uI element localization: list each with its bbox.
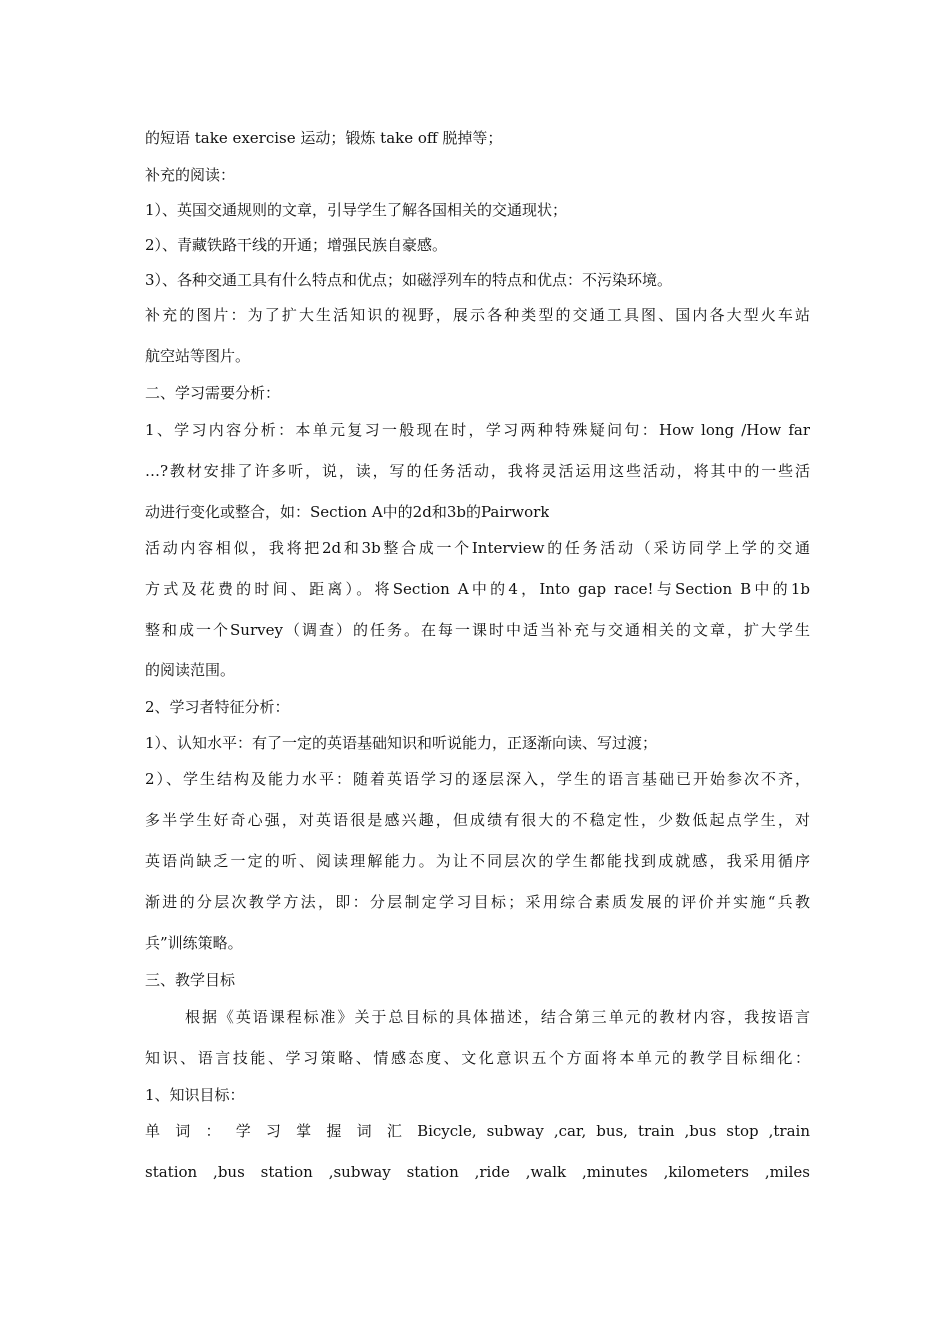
text-line: 单 词 ： 学 习 掌 握 词 汇 Bicycle, subway ,car, bus, train ,bus stop ,train <box>145 1122 810 1140</box>
text-line: 1）、英国交通规则的文章，引导学生了解各国相关的交通现状； <box>145 201 568 219</box>
section-heading: 1、知识目标： <box>145 1086 245 1104</box>
text-line: 多半学生好奇心强，对英语很是感兴趣，但成绩有很大的不稳定性，少数低起点学生，对 <box>145 811 810 829</box>
text-line: 3）、各种交通工具有什么特点和优点；如磁浮列车的特点和优点：不污染环境。 <box>145 271 673 289</box>
text-line: 补充的阅读： <box>145 166 236 184</box>
text-line: 1、学习内容分析：本单元复习一般现在时，学习两种特殊疑问句：How long /How far <box>145 421 810 439</box>
text-line: 整和成一个Survey（调查）的任务。在每一课时中适当补充与交通相关的文章，扩大学生 <box>145 621 810 639</box>
text-line: 根据《英语课程标准》关于总目标的具体描述，结合第三单元的教材内容，我按语言 <box>185 1008 810 1026</box>
text-line: 航空站等图片。 <box>145 347 251 365</box>
section-heading: 2、学习者特征分析： <box>145 698 290 716</box>
text-line: 渐进的分层次教学方法，即：分层制定学习目标；采用综合素质发展的评价并实施“兵教 <box>145 893 810 911</box>
text-line: 动进行变化或整合，如：Section A中的2d和3b的Pairwork <box>145 503 550 521</box>
text-line: 2）、学生结构及能力水平：随着英语学习的逐层深入，学生的语言基础已开始参次不齐， <box>145 770 810 788</box>
text-line: 兵”训练策略。 <box>145 934 243 952</box>
text-line: 活动内容相似，我将把2d和3b整合成一个Interview的任务活动（采访同学上学的交通 <box>145 539 810 557</box>
text-line: 的阅读范围。 <box>145 661 236 679</box>
text-line: 1）、认知水平：有了一定的英语基础知识和听说能力，正逐渐向读、写过渡； <box>145 734 658 752</box>
text-line: 英语尚缺乏一定的听、阅读理解能力。为让不同层次的学生都能找到成就感，我采用循序 <box>145 852 810 870</box>
text-line: 的短语 take exercise 运动；锻炼 take off 脱掉等； <box>145 129 503 147</box>
text-line: 知识、语言技能、学习策略、情感态度、文化意识五个方面将本单元的教学目标细化： <box>145 1049 810 1067</box>
text-line: 补充的图片：为了扩大生活知识的视野，展示各种类型的交通工具图、国内各大型火车站 <box>145 306 810 324</box>
text-line: station ,bus station ,subway station ,ride ,walk ,minutes ,kilometers ,miles <box>145 1163 810 1181</box>
text-line: …?教材安排了许多听，说，读，写的任务活动，我将灵活运用这些活动，将其中的一些活 <box>145 462 810 480</box>
section-heading: 三、教学目标 <box>145 971 236 989</box>
text-line: 方式及花费的时间、距离）。将Section A中的4，Into gap race!与Section B中的1b <box>145 580 810 598</box>
section-heading: 二、学习需要分析： <box>145 384 281 402</box>
text-line: 2）、青藏铁路干线的开通；增强民族自豪感。 <box>145 236 448 254</box>
